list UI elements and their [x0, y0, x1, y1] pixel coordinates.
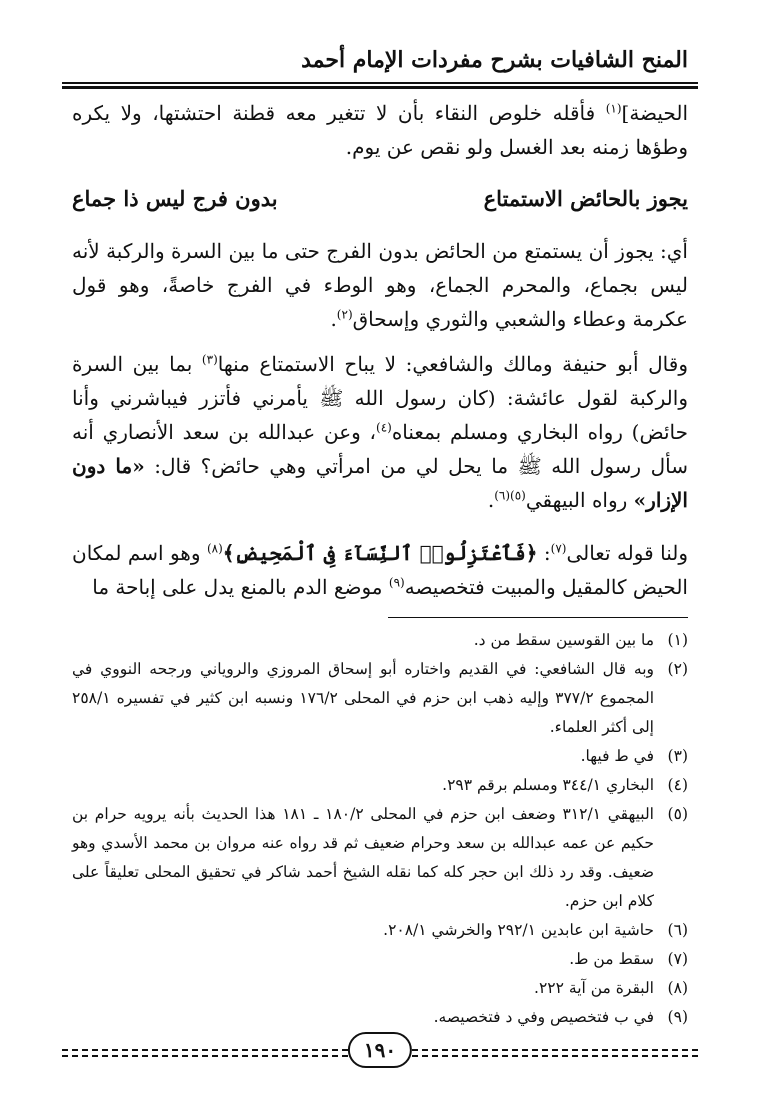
- paragraph-3-d: رواه البيهقي: [525, 488, 634, 512]
- footnote-ref-2: (٢): [336, 307, 353, 322]
- footnote: [72, 974, 688, 1003]
- paragraph-3: [72, 347, 688, 517]
- paragraph-4-b: :: [537, 541, 551, 565]
- footnote-number: (٢): [667, 660, 688, 678]
- footnote: [72, 916, 688, 945]
- paragraph-3-end: .: [487, 488, 495, 512]
- footnote: [72, 800, 688, 916]
- footnote: [72, 945, 688, 974]
- footnote-number: (٤): [667, 776, 688, 794]
- header-rule-thin: [62, 82, 698, 84]
- paragraph-2: [72, 234, 688, 336]
- verse-heading-part2: بدون فرج ليس ذا جماع: [72, 186, 278, 211]
- footnote-ref-1: (١): [605, 101, 622, 116]
- verse-heading-part1: يجوز بالحائض الاستمتاع: [483, 186, 688, 211]
- footnote-ref-8: (٨): [206, 541, 223, 556]
- footnote-number: (٧): [667, 950, 688, 968]
- footnote: [72, 771, 688, 800]
- footnote-number: (٥): [667, 805, 688, 823]
- header-rule: [62, 82, 698, 90]
- paragraph-3-a: وقال أبو حنيفة ومالك والشافعي: لا يباح الاستمتاع منها: [217, 352, 688, 376]
- footnote-text: حاشية ابن عابدين ٢٩٢/١ والخرشي ٢٠٨/١.: [383, 921, 654, 939]
- paragraph-4: [72, 536, 688, 604]
- hadith-quote: «ما دون الإزار»: [72, 454, 688, 512]
- footnote-separator: [388, 617, 688, 618]
- paragraph-4-c: وهو اسم لمكان الحيض كالمقيل والمبيت فتخصيصه: [72, 541, 688, 599]
- footnote-text: ما بين القوسين سقط من د.: [473, 631, 654, 649]
- paragraph-1-text: فأقله خلوص النقاء بأن لا تتغير معه قطنة احتشتها، ولا يكره وطؤها زمنه بعد الغسل ولو نقص عن يوم.: [72, 101, 688, 159]
- quran-verse: ﴿فَٱعْتَزِلُوا۟ ٱلنِّسَآءَ فِى ٱلْمَحِيضِ﴾: [222, 541, 538, 565]
- paragraph-1: [72, 96, 688, 164]
- footnote-number: (٦): [667, 921, 688, 939]
- footnote-ref-7: (٧): [550, 541, 567, 556]
- footnote-text: البقرة من آية ٢٢٢.: [534, 979, 654, 997]
- paragraph-4-d: موضع الدم بالمنع يدل على إباحة ما: [92, 575, 389, 599]
- footnote: [72, 1003, 688, 1032]
- footnote-ref-9: (٩): [388, 575, 405, 590]
- header-rule-thick: [62, 86, 698, 89]
- page-number: ١٩٠: [348, 1032, 412, 1068]
- footnote-ref-3: (٣): [201, 352, 218, 367]
- footnote-number: (٨): [667, 979, 688, 997]
- paragraph-3-c: ، وعن عبدالله بن سعد الأنصاري أنه سأل رسول الله ﷺ ما يحل لي من امرأتي وهي حائض؟ قال:: [72, 420, 688, 478]
- paragraph-4-a: ولنا قوله تعالى: [566, 541, 688, 565]
- paragraph-2-end: .: [330, 307, 337, 331]
- footnote-number: (٣): [667, 747, 688, 765]
- footnote: [72, 626, 688, 655]
- verse-heading: [72, 182, 688, 216]
- footnote-ref-5-6: (٥)(٦): [494, 488, 526, 503]
- footnotes: [72, 626, 688, 1032]
- footnote-text: البخاري ٣٤٤/١ ومسلم برقم ٢٩٣.: [442, 776, 654, 794]
- bracket-lead: الحيضة]: [621, 101, 688, 125]
- footnote-text: وبه قال الشافعي: في القديم واختاره أبو إسحاق المروزي والروياني ورجحه النووي في المجموع ٣٧٧/٢ وإليه ذهب ابن حزم في المحلى ١٧٦/٢ ونسبه ابن كثير في تفسيره ٢٥٨/١ إلى أكثر العلماء.: [72, 660, 655, 736]
- footnote-number: (٩): [667, 1008, 688, 1026]
- paragraph-2-text: أي: يجوز أن يستمتع من الحائض بدون الفرج حتى ما بين السرة والركبة لأنه ليس بجماع، والمحرم الجماع، وهو الوطء في الفرج خاصةً، وهو قول عكرمة وعطاء والشعبي والثوري وإسحاق: [72, 239, 688, 331]
- footnote: [72, 742, 688, 771]
- running-header: المنح الشافيات بشرح مفردات الإمام أحمد: [301, 47, 688, 73]
- footnote: [72, 655, 688, 742]
- footnote-text: في ب فتخصيص وفي د فتخصيصه.: [433, 1008, 654, 1026]
- footnote-number: (١): [667, 631, 688, 649]
- page-footer: [62, 1030, 698, 1070]
- footnote-text: البيهقي ٣١٢/١ وضعف ابن حزم في المحلى ١٨٠/٢ ـ ١٨١ هذا الحديث بأنه يرويه حرام بن حكيم عن عمه عبدالله بن سعد وحرام ضعيف ثم قد رواه عنه مروان بن محمد الأسدي وهو ضعيف. وقد رد ذلك ابن حجر كله كما نقله الشيخ أحمد شاكر في تحقيق المحلى تعليقاً على كلام ابن حزم.: [72, 805, 654, 910]
- footnote-text: في ط فيها.: [580, 747, 654, 765]
- footnote-ref-4: (٤): [376, 420, 392, 435]
- footnote-text: سقط من ط.: [569, 950, 654, 968]
- paragraph-3-b: بما بين السرة والركبة لقول عائشة: (كان رسول الله ﷺ يأمرني فأتزر فيباشرني وأنا حائض) رواه البخاري ومسلم بمعناه: [72, 352, 688, 444]
